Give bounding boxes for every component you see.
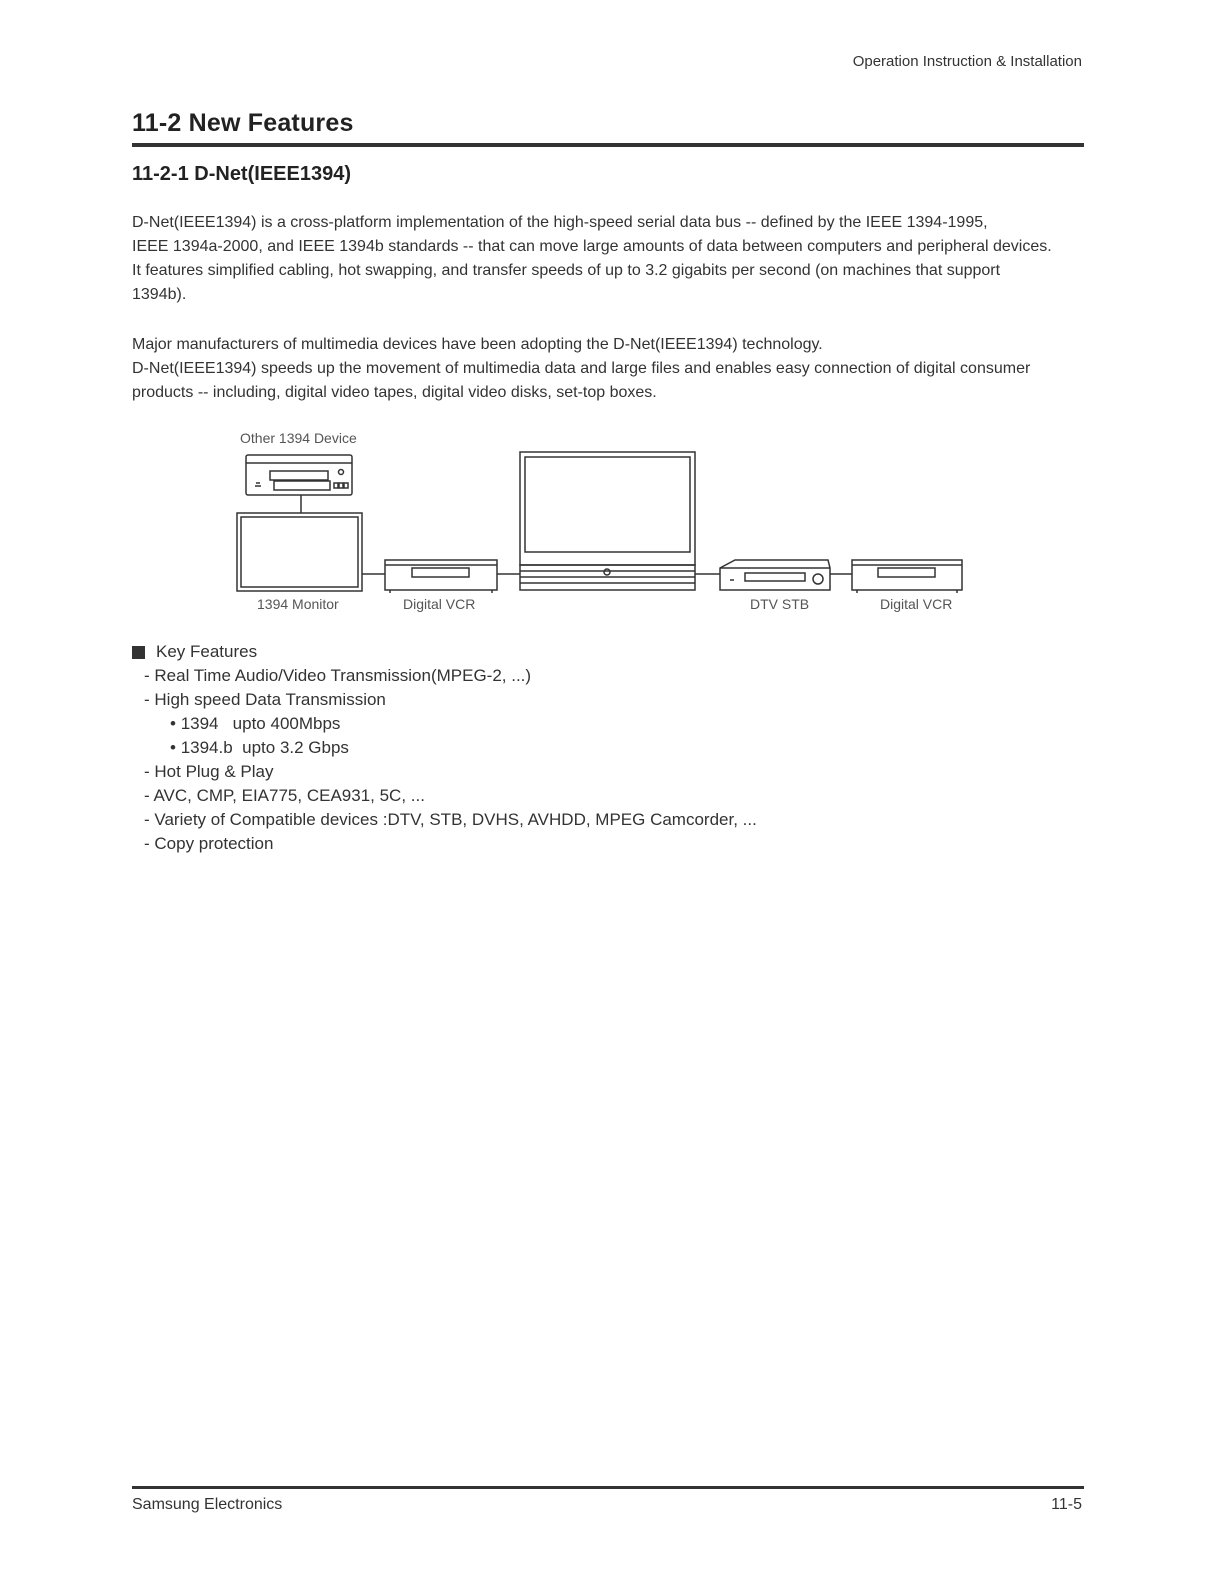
section-title: 11-2 New Features	[132, 109, 354, 137]
subsection-title: 11-2-1 D-Net(IEEE1394)	[132, 163, 351, 185]
list-item: - Hot Plug & Play	[132, 760, 1032, 784]
paragraph-line: IEEE 1394a-2000, and IEEE 1394b standards -- that can move large amounts of data between computers and peripheral devices.	[132, 238, 1052, 255]
stb-icon	[720, 560, 830, 590]
footer-company: Samsung Electronics	[132, 1496, 283, 1513]
monitor-icon	[237, 513, 362, 591]
paragraph-line: products -- including, digital video tapes, digital video disks, set-top boxes.	[132, 384, 657, 401]
paragraph-line: D-Net(IEEE1394) is a cross-platform implementation of the high-speed serial data bus -- defined by the IEEE 1394-1995,	[132, 214, 988, 231]
list-item: - AVC, CMP, EIA775, CEA931, 5C, ...	[132, 784, 1032, 808]
vcr-right-label: Digital VCR	[880, 596, 953, 612]
stb-label: DTV STB	[750, 596, 810, 612]
paragraph-intro	[132, 211, 1084, 307]
sub-list-item: • 1394.b upto 3.2 Gbps	[132, 736, 1032, 760]
page-number: 11-5	[1051, 1496, 1082, 1513]
feature-list	[132, 664, 1032, 856]
vcr-left-icon	[385, 560, 497, 593]
other-device-label: Other 1394 Device	[240, 430, 357, 446]
list-item: - Real Time Audio/Video Transmission(MPEG-2, ...)	[132, 664, 1032, 688]
paragraph-line: Major manufacturers of multimedia devices have been adopting the D-Net(IEEE1394) technology.	[132, 336, 823, 353]
paragraph-line: It features simplified cabling, hot swapping, and transfer speeds of up to 3.2 gigabits per second (on machines that support	[132, 262, 1001, 279]
list-item: - Variety of Compatible devices :DTV, STB, DVHS, AVHDD, MPEG Camcorder, ...	[132, 808, 1032, 832]
vcr-right-icon	[852, 560, 962, 593]
key-features	[132, 640, 1032, 856]
sub-list-item: • 1394 upto 400Mbps	[132, 712, 1032, 736]
paragraph-line: D-Net(IEEE1394) speeds up the movement of multimedia data and large files and enables easy connection of digital consumer	[132, 360, 1031, 377]
monitor-label: 1394 Monitor	[257, 596, 339, 612]
paragraph-adoption	[132, 333, 1084, 405]
list-item: - High speed Data Transmission	[132, 688, 1032, 712]
square-bullet-icon	[132, 646, 145, 659]
other-device-icon	[246, 455, 352, 495]
list-item: - Copy protection	[132, 832, 1032, 856]
tv-icon	[520, 452, 695, 590]
paragraph-line: 1394b).	[132, 286, 187, 303]
running-header: Operation Instruction & Installation	[852, 53, 1082, 70]
key-features-heading	[132, 640, 1032, 664]
key-features-title: Key Features	[156, 642, 258, 661]
footer-rule	[132, 1486, 1084, 1489]
connection-diagram	[230, 425, 980, 625]
vcr-left-label: Digital VCR	[403, 596, 476, 612]
title-rule	[132, 143, 1084, 147]
